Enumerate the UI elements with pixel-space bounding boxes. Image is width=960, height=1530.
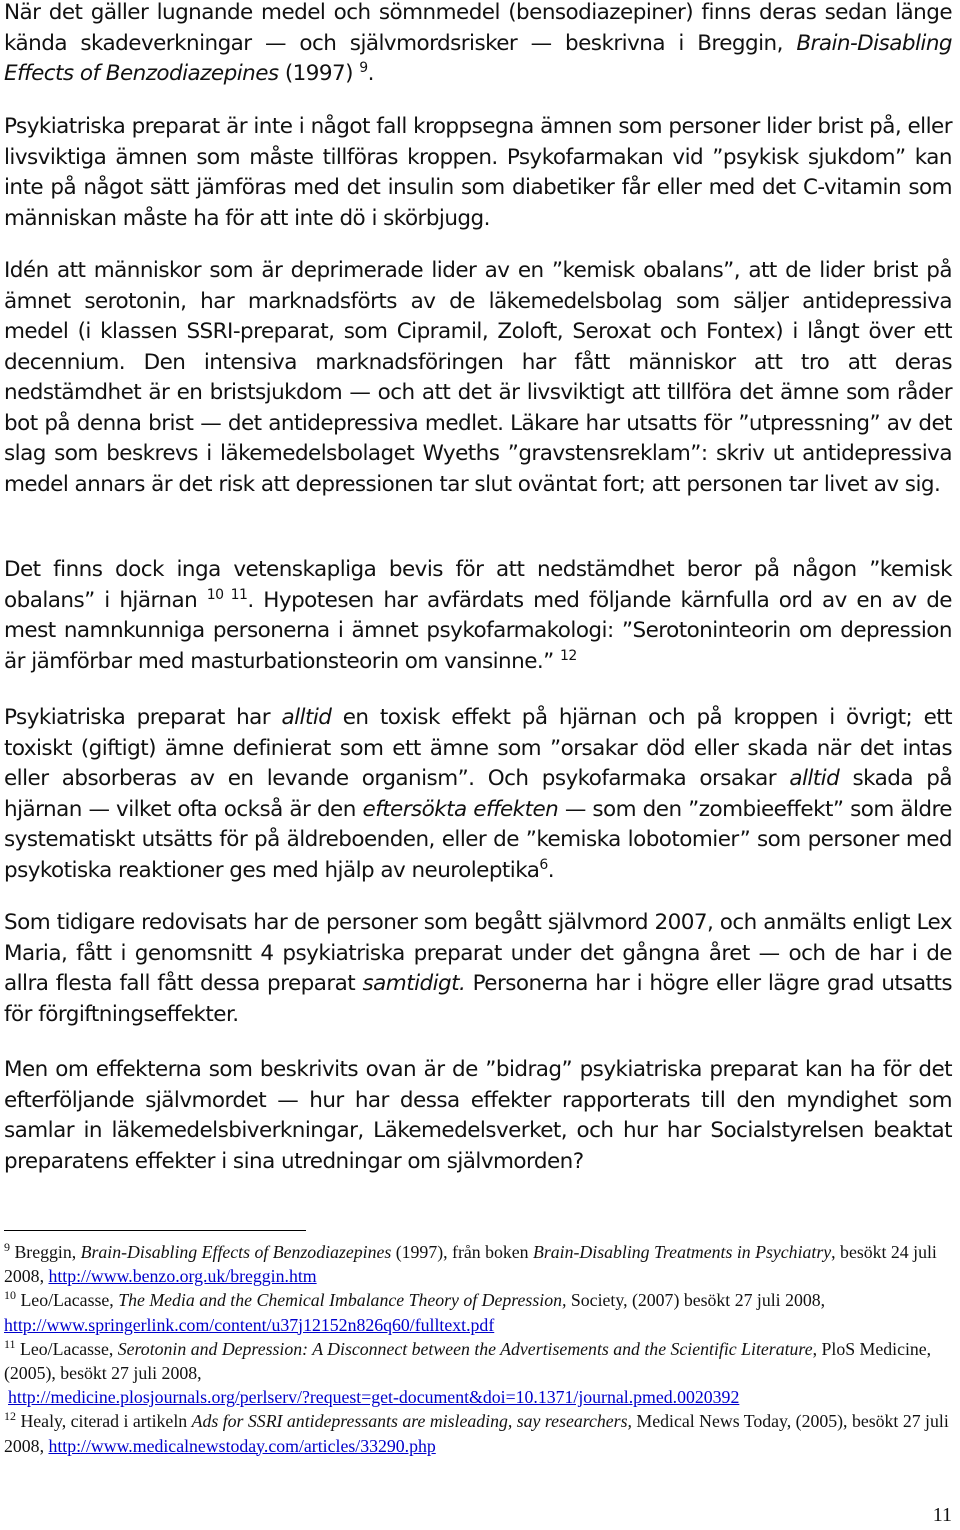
- footnote-link[interactable]: http://www.benzo.org.uk/breggin.htm: [48, 1266, 317, 1287]
- title: Brain-Disabling Treatments in Psychiatry: [533, 1242, 832, 1262]
- text: .: [367, 61, 374, 86]
- title: Ads for SSRI antidepressants are misleading, say researchers,: [191, 1411, 632, 1432]
- paragraph-suicides-2007: [4, 908, 952, 1030]
- text: Psykiatriska preparat har: [4, 705, 282, 730]
- paragraph-psychiatric-drugs: Psykiatriska preparat är inte i något fall kroppsegna ämnen som personer lider brist på, eller livsviktiga ämnen som måste tillföras kroppen. Psykofarmakan vid ”psykisk sjukdom” kan inte på något sätt jämföras med det insulin som diabetiker får eller med det C-vitamin som människan måste ha för att inte dö i skörbjugg.: [4, 114, 952, 231]
- text: När det gäller lugnande medel och sömnmedel (bensodiazepiner) finns deras sedan länge kända skadeverkningar — och självmordsrisker — beskrivna i Breggin,: [4, 0, 952, 56]
- paragraph-chemical-imbalance: Idén att människor som är deprimerade lider av en ”kemisk obalans”, att de lider brist på ämnet serotonin, har marknadsförts av de läkemedelsbolag som säljer antidepressiva medel (i klassen SSRI-preparat, som Cipramil, Zoloft, Seroxat och Fontex) i långt över ett decennium. Den intensiva marknadsföringen har fått människor att tro att deras nedstämdhet är en bristsjukdom — och att det är livsviktigt att tillföra det ämne som råder bot på denna brist — det antidepressiva medlet. Läkare har utsatts för ”utpressning” av det slag som beskrevs i läkemedelsbolaget Wyeths ”gravstensreklam”: skriv ut antidepressiva medel annars är det risk att depressionen tar slut oväntat fort; att personen tar livet av sig.: [4, 258, 952, 497]
- text: .: [547, 857, 555, 883]
- text: Leo/Lacasse,: [15, 1338, 118, 1359]
- text: Medical News Today, (2005), besökt 27 juli 2008,: [4, 1411, 949, 1456]
- footnote-9: [4, 1240, 952, 1288]
- footnotes: [4, 1240, 952, 1458]
- text: . Hypotesen har avfärdats med följande kärnfulla ord av en av de mest namnkunniga personerna i ämnet psykofarmakologi: ”Serotoninteorin om depression är jämförbar med masturbationsteorin om vansinne.”: [4, 587, 952, 674]
- footnote-ref-10-11[interactable]: 10 11: [206, 586, 248, 603]
- footnote-number: 12: [4, 1409, 16, 1424]
- footnote-12: [4, 1409, 952, 1457]
- text: Personerna har i högre eller lägre grad utsatts för förgiftningseffekter.: [4, 971, 952, 1027]
- text: en toxisk effekt på hjärnan och på kroppen i övrigt; ett toxiskt (giftigt) ämne definierat som ett ämne som ”orsakar död eller skada när det intas eller absorberas av en levande organism”. Och psykofarmaka orsakar: [4, 705, 953, 791]
- text: (1997): [278, 61, 360, 86]
- paragraph-no-evidence: [4, 555, 952, 677]
- text: Breggin,: [10, 1242, 81, 1262]
- text: Det finns dock inga vetenskapliga bevis för att nedstämdhet beror på någon ”kemisk obalans” i hjärnan: [4, 557, 952, 613]
- text: — som den ”zombieeffekt” som äldre systematiskt utsätts för på äldreboenden, eller de ”kemiska lobotomier” som personer med psykotiska reaktioner ges med hjälp av neuroleptika: [4, 796, 952, 883]
- footnote-11: [4, 1337, 952, 1410]
- text: Leo/Lacasse,: [16, 1290, 119, 1311]
- footnote-number: 9: [4, 1240, 10, 1255]
- text: skada på hjärnan — vilket ofta också är den: [4, 766, 952, 822]
- footnote-ref-12[interactable]: 12: [560, 647, 577, 664]
- footnote-link[interactable]: http://www.springerlink.com/content/u37j12152n826q60/fulltext.pdf: [4, 1314, 495, 1335]
- text: Som tidigare redovisats har de personer som begått självmord 2007, och anmälts enligt Lex Maria, fått i genomsnitt 4 psykiatriska preparat under det gångna året — och de har i de allra flesta fall fått dessa preparat: [4, 910, 952, 996]
- text: , besökt 24 juli 2008,: [4, 1242, 937, 1287]
- text: Society, (2007) besökt 27 juli 2008,: [566, 1290, 826, 1311]
- footnote-ref-6[interactable]: 6: [539, 856, 548, 873]
- title: Brain-Disabling Effects of Benzodiazepines: [80, 1242, 392, 1262]
- footnote-link[interactable]: http://medicine.plosjournals.org/perlserv/?request=get-document&doi=10.1371/journal.pmed.0020392: [8, 1387, 740, 1408]
- footnote-number: 11: [4, 1336, 16, 1351]
- footnote-link[interactable]: http://www.medicalnewstoday.com/articles/33290.php: [48, 1435, 436, 1456]
- paragraph-toxic-effect: [4, 703, 952, 886]
- paragraph-benzodiazepines: [4, 0, 952, 90]
- footnote-10: [4, 1288, 952, 1336]
- book-title: Brain-Disabling Effects of Benzodiazepines: [4, 30, 952, 86]
- text: (1997), från boken: [391, 1242, 533, 1262]
- title: Serotonin and Depression: A Disconnect between the Advertisements and the Scientific Literature: [117, 1338, 813, 1359]
- title: The Media and the Chemical Imbalance Theory of Depression,: [118, 1290, 567, 1311]
- text: Healy, citerad i artikeln: [16, 1411, 192, 1432]
- footnote-separator: [4, 1230, 306, 1231]
- text: , PloS Medicine, (2005), besökt 27 juli 2008,: [4, 1338, 932, 1384]
- footnote-number: 10: [4, 1288, 16, 1303]
- paragraph-reporting-question: Men om effekterna som beskrivits ovan är de ”bidrag” psykiatriska preparat kan ha för det efterföljande självmordet — hur har dessa effekter rapporterats till den myndighet som samlar in läkemedelsbiverkningar, Läkemedelsverket, och hur har Socialstyrelsen beaktat preparatens effekter i sina utredningar om självmorden?: [4, 1057, 952, 1174]
- page-number: 11: [932, 1504, 952, 1526]
- emphasis: eftersökta effekten: [362, 796, 559, 822]
- footnote-ref-9[interactable]: 9: [359, 59, 368, 76]
- emphasis: samtidigt.: [362, 971, 466, 996]
- emphasis: alltid: [789, 766, 840, 791]
- emphasis: alltid: [281, 705, 332, 730]
